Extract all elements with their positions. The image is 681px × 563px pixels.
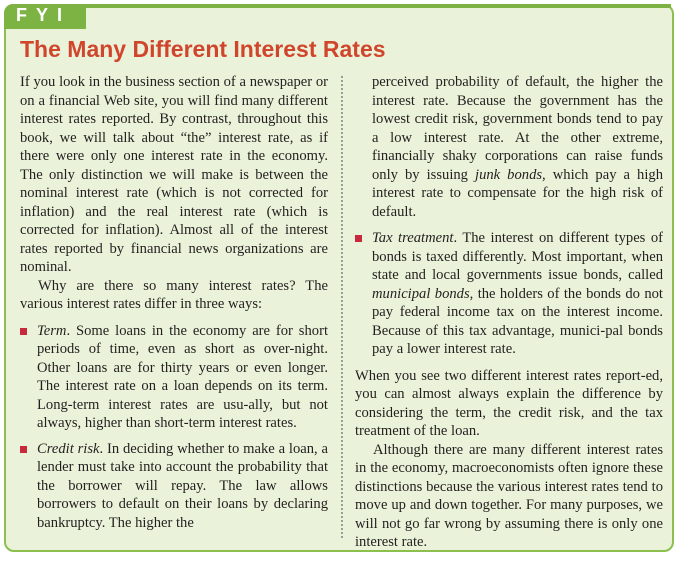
summary-paragraph: When you see two different interest rates report-ed, you can almost always explain the difference by considering the term, the credit risk, and the tax treatment of the loan. <box>355 367 663 439</box>
bullet-square <box>355 235 362 242</box>
tax-treatment-text-1: . The interest on different types of bonds is taxed differently. Most important, when state and local governments issue bonds, called <box>372 230 664 283</box>
fyi-tab <box>4 4 86 29</box>
closing-paragraph: Although there are many different interest rates in the economy, macroeconomists often ignore these distinctions because the various interest rates tend to move up and down together. For many purposes, we will not go far wrong by assuming there is only one interest rate. <box>355 441 663 550</box>
list-item-term <box>20 322 328 433</box>
question-paragraph: Why are there so many interest rates? The various interest rates differ in three ways: <box>20 277 328 312</box>
credit-risk-text-cont-2: , which pay a high interest rate to compensate for the high risk of default. <box>372 166 663 220</box>
bullet-square <box>20 446 27 453</box>
left-column <box>20 73 328 532</box>
right-column <box>355 73 663 552</box>
credit-risk-label: Credit risk <box>37 440 100 457</box>
list-item-tax-treatment <box>355 229 663 359</box>
intro-paragraph: If you look in the business section of a newspaper or on a financial Web site, you will find many different interest rates reported. By contrast, throughout this book, we will talk about “the” interest rate, as if there were only one interest rate in the economy. The only distinction we will make is between the nominal interest rate (which is not corrected for inflation) and the real interest rate (which is corrected for inflation). Almost all of the interest rates reported by financial news organizations are nominal. <box>20 74 328 275</box>
municipal-bonds-term: municipal bonds <box>372 285 470 302</box>
credit-risk-continued <box>355 73 663 221</box>
list-item-credit-risk <box>20 440 328 533</box>
tax-treatment-text-2: , the holders of the bonds do not pay federal income tax on the interest income. Because of this tax advantage, munici-pal bonds pay a lower interest rate. <box>372 285 663 357</box>
term-text: . Some loans in the economy are for short periods of time, even as short as over-night. Other loans are for thirty years or even longer. The interest rate on a loan depends on its term. Long-term interest rates are usu-ally, but not always, higher than short-term interest rates. <box>37 322 328 431</box>
junk-bonds-term: junk bonds <box>475 166 543 183</box>
tax-treatment-label: Tax treatment <box>372 230 454 246</box>
credit-risk-text-cont-1: perceived probability of default, the higher the interest rate. Because the government has the lowest credit risk, government bonds tend to pay a low interest rate. At the other extreme, financially shaky corporations can raise funds only by issuing <box>372 74 663 183</box>
term-label: Term <box>37 322 67 339</box>
credit-risk-text: . In deciding whether to make a loan, a lender must take into account the probability that the borrower will repay. The law allows borrowers to default on their loans by declaring bankruptcy. The higher the <box>37 440 328 531</box>
fyi-tab-rule <box>86 4 671 8</box>
bullet-square <box>20 328 27 335</box>
column-divider <box>341 76 343 538</box>
box-title: The Many Different Interest Rates <box>20 36 386 62</box>
fyi-tab-label: FYI <box>16 5 72 25</box>
